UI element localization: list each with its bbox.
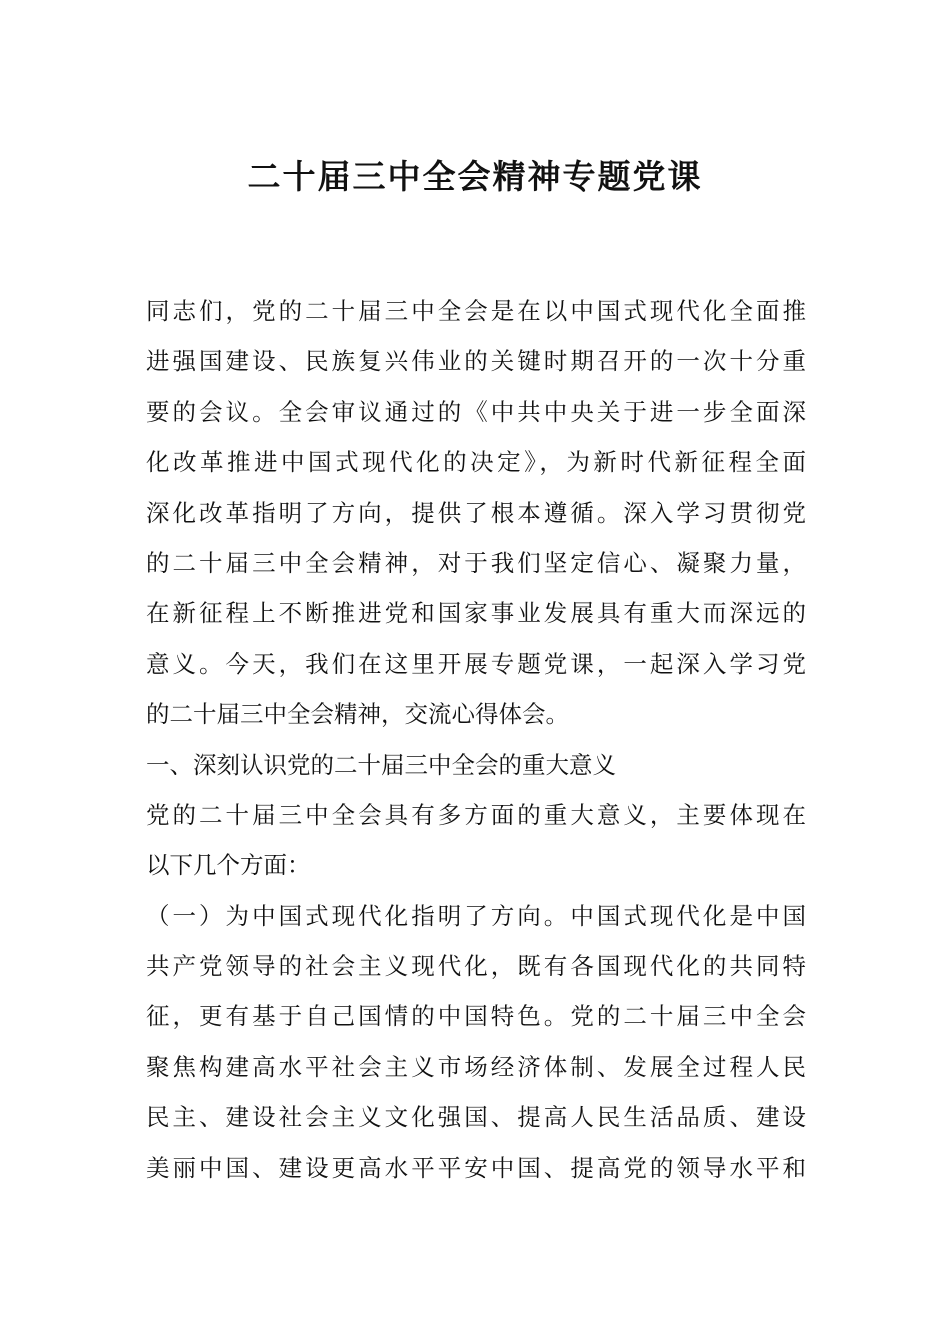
body-line: 党的二十届三中全会具有多方面的重大意义，主要体现在 [146,800,806,829]
body-line: 同志们，党的二十届三中全会是在以中国式现代化全面推 [146,297,806,325]
body-line: 意义。今天，我们在这里开展专题党课，一起深入学习党 [146,649,806,678]
body-line: 在新征程上不断推进党和国家事业发展具有重大而深远的 [146,599,806,628]
document-title: 二十届三中全会精神专题党课 [247,157,703,196]
body-line: 聚焦构建高水平社会主义市场经济体制、发展全过程人民 [146,1052,806,1081]
body-line: 深化改革指明了方向，提供了根本遵循。深入学习贯彻党 [146,498,806,527]
body-line: （一）为中国式现代化指明了方向。中国式现代化是中国 [146,901,806,930]
body-line: 要的会议。全会审议通过的《中共中央关于进一步全面深 [146,397,806,426]
body-line: 共产党领导的社会主义现代化，既有各国现代化的共同特 [146,952,806,981]
body-line: 进强国建设、民族复兴伟业的关键时期召开的一次十分重 [146,347,806,376]
body-line: 美丽中国、建设更高水平平安中国、提高党的领导水平和 [146,1153,806,1182]
body-line: 征，更有基于自己国情的中国特色。党的二十届三中全会 [146,1002,806,1031]
body-line: 的二十届三中全会精神，对于我们坚定信心、凝聚力量， [146,548,806,577]
body-line: 以下几个方面： [146,851,311,880]
body-line: 化改革推进中国式现代化的决定》，为新时代新征程全面 [146,448,806,477]
document-body [146,286,806,1193]
body-line: 一、深刻认识党的二十届三中全会的重大意义 [146,750,616,779]
body-line: 的二十届三中全会精神，交流心得体会。 [146,700,569,729]
body-line: 民主、建设社会主义文化强国、提高人民生活品质、建设 [146,1103,806,1132]
